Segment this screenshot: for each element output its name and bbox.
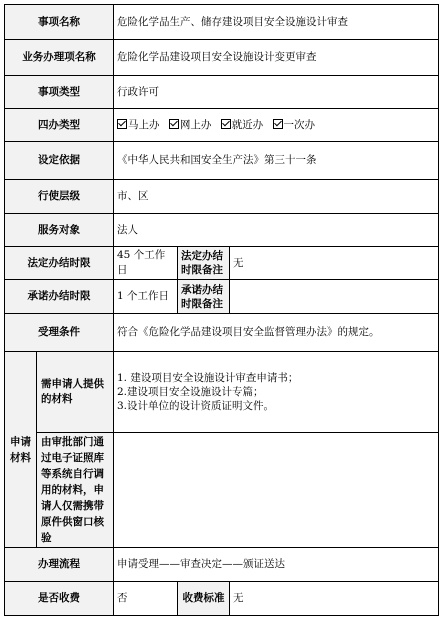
row-materials-system bbox=[5, 433, 439, 548]
process-value: 申请受理——审查决定——颁证送达 bbox=[114, 548, 439, 582]
fee-value: 否 bbox=[114, 582, 178, 616]
option-online bbox=[169, 119, 212, 131]
level-value: 市、区 bbox=[114, 180, 439, 214]
fee-standard-label: 收费标准 bbox=[178, 582, 230, 616]
legal-time-note-label: 法定办结时限备注 bbox=[178, 247, 230, 280]
four-types-options bbox=[114, 109, 439, 142]
basis-value: 《中华人民共和国安全生产法》第三十一条 bbox=[114, 142, 439, 180]
checked-box-icon bbox=[273, 119, 283, 129]
applicant-materials-label: 需申请人提供的材料 bbox=[37, 352, 114, 433]
material-item: 1. 建设项目安全设施设计审查申请书； bbox=[117, 372, 299, 384]
system-materials-value bbox=[114, 433, 439, 548]
option-label: 马上办 bbox=[128, 118, 160, 131]
row-item-name bbox=[5, 5, 439, 40]
materials-label-text: 申请材料 bbox=[10, 435, 31, 464]
materials-label bbox=[5, 352, 37, 548]
target-value: 法人 bbox=[114, 214, 439, 247]
option-label: 网上办 bbox=[179, 118, 212, 131]
legal-time-label: 法定办结时限 bbox=[5, 247, 114, 280]
fee-label: 是否收费 bbox=[5, 582, 114, 616]
checked-box-icon bbox=[221, 119, 231, 129]
checked-box-icon bbox=[169, 119, 179, 129]
row-level bbox=[5, 180, 439, 214]
row-legal-time bbox=[5, 247, 439, 280]
row-promise-time bbox=[5, 280, 439, 314]
row-four-types bbox=[5, 109, 439, 142]
condition-value: 符合《危险化学品建设项目安全监督管理办法》的规定。 bbox=[114, 314, 439, 352]
row-fee bbox=[5, 582, 439, 616]
legal-time-value: 45 个工作日 bbox=[114, 247, 178, 280]
row-business-name bbox=[5, 40, 439, 76]
fee-standard-value: 无 bbox=[230, 582, 439, 616]
legal-time-note-value: 无 bbox=[230, 247, 439, 280]
option-label: 就近办 bbox=[231, 118, 264, 131]
promise-time-note-value bbox=[230, 280, 439, 314]
item-name-value: 危险化学品生产、储存建设项目安全设施设计审查 bbox=[114, 5, 439, 40]
basis-label: 设定依据 bbox=[5, 142, 114, 180]
option-immediate bbox=[117, 119, 160, 131]
target-label: 服务对象 bbox=[5, 214, 114, 247]
row-item-type bbox=[5, 76, 439, 109]
level-label: 行使层级 bbox=[5, 180, 114, 214]
promise-time-note-label: 承诺办结时限备注 bbox=[178, 280, 230, 314]
item-type-value: 行政许可 bbox=[114, 76, 439, 109]
option-nearby bbox=[221, 119, 264, 131]
business-name-label: 业务办理项名称 bbox=[5, 40, 114, 76]
row-target bbox=[5, 214, 439, 247]
item-name-label: 事项名称 bbox=[5, 5, 114, 40]
row-materials-applicant bbox=[5, 352, 439, 433]
condition-label: 受理条件 bbox=[5, 314, 114, 352]
service-guide-table bbox=[4, 4, 439, 616]
applicant-materials-list bbox=[114, 352, 439, 433]
material-item: 2.建设项目安全设施设计专篇； bbox=[117, 386, 264, 398]
business-name-value: 危险化学品建设项目安全设施设计变更审查 bbox=[114, 40, 439, 76]
item-type-label: 事项类型 bbox=[5, 76, 114, 109]
checked-box-icon bbox=[117, 119, 127, 129]
row-process bbox=[5, 548, 439, 582]
row-condition bbox=[5, 314, 439, 352]
option-label: 一次办 bbox=[283, 118, 316, 131]
row-basis bbox=[5, 142, 439, 180]
four-types-label: 四办类型 bbox=[5, 109, 114, 142]
option-once bbox=[273, 119, 316, 131]
promise-time-value: 1 个工作日 bbox=[114, 280, 178, 314]
promise-time-label: 承诺办结时限 bbox=[5, 280, 114, 314]
system-materials-label: 由审批部门通过电子证照库等系统自行调用的材料，申请人仅需携带原件供窗口核验 bbox=[37, 433, 114, 548]
process-label: 办理流程 bbox=[5, 548, 114, 582]
material-item: 3.设计单位的设计资质证明文件。 bbox=[117, 400, 275, 412]
